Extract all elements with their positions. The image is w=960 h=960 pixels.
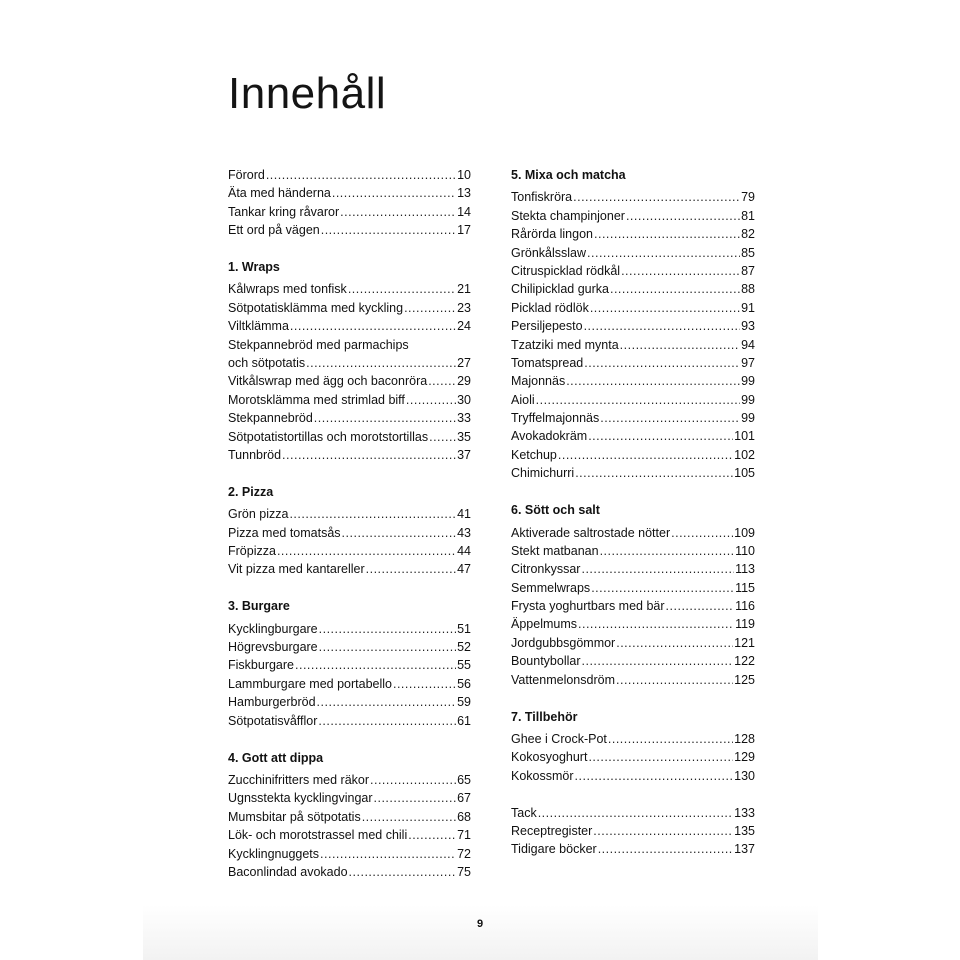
toc-entry[interactable] <box>228 221 471 239</box>
toc-entry-title: Persiljepesto <box>511 319 583 334</box>
toc-entry[interactable] <box>228 675 471 693</box>
dot-leader <box>581 560 734 578</box>
toc-entry-page: 101 <box>734 429 755 444</box>
dot-leader <box>318 712 456 730</box>
toc-entry-page: 85 <box>741 245 755 260</box>
toc-entry[interactable] <box>228 428 471 446</box>
toc-entry-title: Stekta champinjoner <box>511 208 625 223</box>
toc-entry-page: 47 <box>457 562 471 577</box>
dot-leader <box>671 524 733 542</box>
toc-entry-page: 41 <box>457 507 471 522</box>
dot-leader <box>584 354 740 372</box>
toc-entry-page: 88 <box>741 282 755 297</box>
toc-entry-page: 129 <box>734 750 755 765</box>
dot-leader <box>591 579 734 597</box>
page-bottom-shadow <box>143 905 818 960</box>
toc-entry-page: 24 <box>457 319 471 334</box>
dot-leader <box>366 560 456 578</box>
toc-entry-title: Semmelwraps <box>511 580 591 595</box>
toc-entry-page: 51 <box>457 621 471 636</box>
toc-entry-page: 105 <box>734 466 755 481</box>
toc-entry-title: Tryffelmajonnäs <box>511 411 600 426</box>
toc-entry-page: 93 <box>741 319 755 334</box>
dot-leader <box>573 188 740 206</box>
toc-entry-page: 68 <box>457 809 471 824</box>
toc-entry-title: Tack <box>511 805 537 820</box>
dot-leader <box>370 771 456 789</box>
toc-entry[interactable] <box>511 730 755 748</box>
toc-entry-page: 10 <box>457 168 471 182</box>
toc-entry[interactable] <box>511 652 755 670</box>
toc-entry[interactable] <box>228 372 471 390</box>
toc-entry[interactable] <box>228 638 471 656</box>
toc-entry-title: Aktiverade saltrostade nötter <box>511 525 671 540</box>
toc-entry[interactable] <box>511 542 755 560</box>
toc-entry-title: Förord <box>228 168 265 182</box>
toc-entry[interactable] <box>228 771 471 789</box>
toc-entry-page: 91 <box>741 300 755 315</box>
toc-entry-title: Majonnäs <box>511 374 566 389</box>
dot-leader <box>295 656 456 674</box>
toc-entry-title: Ghee i Crock-Pot <box>511 731 607 746</box>
toc-entry-page: 67 <box>457 791 471 806</box>
section-heading: 4. Gott att dippa <box>228 750 324 765</box>
toc-entry[interactable] <box>511 671 755 689</box>
toc-entry-title: Citruspicklad rödkål <box>511 263 621 278</box>
dot-leader <box>587 244 740 262</box>
toc-entry[interactable] <box>228 166 471 184</box>
toc-entry[interactable] <box>228 505 471 523</box>
toc-entry-title: Tidigare böcker <box>511 842 597 857</box>
dot-leader <box>616 671 733 689</box>
toc-entry-page: 75 <box>457 864 471 879</box>
section-heading: 3. Burgare <box>228 599 290 614</box>
section-heading: 2. Pizza <box>228 484 274 499</box>
toc-entry-title: Stekpannebröd <box>228 411 313 426</box>
toc-entry-title: Kokossmör <box>511 768 574 783</box>
dot-leader <box>593 822 733 840</box>
toc-entry-title: Ett ord på vägen <box>228 223 320 238</box>
dot-leader <box>332 184 456 202</box>
dot-leader <box>317 693 457 711</box>
toc-entry-title: Grönkålsslaw <box>511 245 587 260</box>
toc-entry[interactable] <box>511 524 755 542</box>
toc-entry-title: Stekpannebröd med parmachips <box>228 337 409 352</box>
toc-section <box>511 166 755 483</box>
toc-entry[interactable] <box>228 299 471 317</box>
toc-entry-page: 99 <box>741 411 755 426</box>
dot-leader <box>349 863 457 881</box>
page-number: 9 <box>476 918 484 930</box>
dot-leader <box>610 280 740 298</box>
toc-entry[interactable] <box>228 826 471 844</box>
toc-entry[interactable] <box>511 354 755 372</box>
toc-entry[interactable] <box>228 693 471 711</box>
toc-entry-title: Tankar kring råvaror <box>228 204 340 219</box>
toc-entry-page: 87 <box>741 263 755 278</box>
toc-entry[interactable] <box>228 184 471 202</box>
toc-entry-title: Tonfiskröra <box>511 190 573 205</box>
toc-entry-page: 61 <box>457 713 471 728</box>
toc-entry-page: 71 <box>457 828 471 843</box>
toc-entry-title: Tunnbröd <box>228 447 282 462</box>
dot-leader <box>666 597 735 615</box>
toc-entry[interactable] <box>228 808 471 826</box>
toc-entry-title: Pizza med tomatsås <box>228 525 341 540</box>
toc-entry[interactable] <box>228 280 471 298</box>
toc-right-column <box>511 166 755 877</box>
toc-entry-page: 121 <box>734 635 755 650</box>
toc-entry-page: 79 <box>741 190 755 205</box>
dot-leader <box>600 409 740 427</box>
dot-leader <box>558 446 733 464</box>
dot-leader <box>306 354 456 372</box>
dot-leader <box>621 262 740 280</box>
toc-entry-title: Grön pizza <box>228 507 289 522</box>
toc-entry-title: Frysta yoghurtbars med bär <box>511 599 665 614</box>
toc-entry-page: 56 <box>457 676 471 691</box>
toc-entry[interactable] <box>228 391 471 409</box>
toc-entry-page: 55 <box>457 658 471 673</box>
toc-entry-page: 135 <box>734 824 755 838</box>
dot-leader <box>321 221 456 239</box>
toc-entry-title: Vit pizza med kantareller <box>228 562 365 577</box>
toc-entry-title: Tomatspread <box>511 355 584 370</box>
toc-entry-title: Lök- och morotstrassel med chili <box>228 828 408 843</box>
toc-entry[interactable] <box>228 336 471 354</box>
toc-entry-page: 30 <box>457 392 471 407</box>
toc-entry-title: Zucchinifritters med räkor <box>228 772 370 787</box>
toc-section <box>228 597 471 730</box>
dot-leader <box>616 634 733 652</box>
toc-entry-page: 72 <box>457 846 471 861</box>
toc-entry-page: 27 <box>457 356 471 371</box>
dot-leader <box>594 225 740 243</box>
toc-entry-title: Vitkålswrap med ägg och baconröra <box>228 374 428 389</box>
toc-entry-title-continued: och sötpotatis <box>228 356 306 371</box>
toc-entry-page: 130 <box>734 768 755 783</box>
toc-entry-page: 44 <box>457 544 471 559</box>
toc-entry[interactable] <box>511 804 755 822</box>
toc-entry[interactable] <box>511 244 755 262</box>
toc-entry[interactable] <box>511 634 755 652</box>
toc-entry-title: Picklad rödlök <box>511 300 589 315</box>
toc-entry-page: 133 <box>734 805 755 820</box>
toc-entry[interactable] <box>228 845 471 863</box>
dot-leader <box>578 615 734 633</box>
toc-entry[interactable] <box>511 262 755 280</box>
toc-entry[interactable] <box>511 464 755 482</box>
toc-entry-page: 119 <box>735 617 755 632</box>
toc-entry[interactable] <box>228 317 471 335</box>
dot-leader <box>277 542 456 560</box>
toc-entry[interactable] <box>511 188 755 206</box>
toc-entry[interactable] <box>511 840 755 858</box>
dot-leader <box>342 524 457 542</box>
toc-entry-page: 21 <box>457 282 471 297</box>
toc-entry-title: Tzatziki med mynta <box>511 337 619 352</box>
toc-entry[interactable] <box>228 620 471 638</box>
toc-entry[interactable] <box>228 542 471 560</box>
toc-section-unnamed <box>511 804 755 859</box>
dot-leader <box>290 317 456 335</box>
toc-entry-title: Fröpizza <box>228 544 276 559</box>
dot-leader <box>289 505 456 523</box>
toc-entry[interactable] <box>511 748 755 766</box>
toc-entry-page: 113 <box>735 562 755 577</box>
dot-leader <box>362 808 456 826</box>
dot-leader <box>590 299 740 317</box>
dot-leader <box>319 638 456 656</box>
toc-entry-page: 82 <box>741 227 755 242</box>
toc-entry-title: Hamburgerbröd <box>228 695 316 710</box>
toc-entry-page: 94 <box>741 337 755 352</box>
toc-entry[interactable] <box>228 524 471 542</box>
toc-entry[interactable] <box>511 317 755 335</box>
toc-entry[interactable] <box>511 372 755 390</box>
section-heading: 7. Tillbehör <box>511 709 578 724</box>
toc-entry-page: 29 <box>457 374 471 389</box>
toc-entry-title: Fiskburgare <box>228 658 294 673</box>
dot-leader <box>266 166 456 184</box>
toc-entry-page: 43 <box>457 525 471 540</box>
toc-section <box>511 501 755 689</box>
toc-entry[interactable] <box>511 822 755 840</box>
dot-leader <box>282 446 456 464</box>
dot-leader <box>588 427 733 445</box>
toc-entry-title: Chilipicklad gurka <box>511 282 609 297</box>
dot-leader <box>566 372 740 390</box>
toc-entry[interactable] <box>511 560 755 578</box>
toc-entry[interactable] <box>511 207 755 225</box>
toc-entry[interactable] <box>511 391 755 409</box>
toc-entry-page: 13 <box>457 186 471 201</box>
section-heading: 1. Wraps <box>228 260 280 275</box>
toc-left-column <box>228 166 471 900</box>
toc-entry[interactable] <box>511 767 755 785</box>
toc-entry[interactable] <box>511 299 755 317</box>
toc-entry-title: Baconlindad avokado <box>228 864 348 879</box>
section-heading: 5. Mixa och matcha <box>511 168 626 182</box>
toc-entry-title: Äta med händerna <box>228 186 331 201</box>
dot-leader <box>393 675 456 693</box>
toc-entry-page: 99 <box>741 374 755 389</box>
dot-leader <box>319 620 456 638</box>
toc-entry-page: 65 <box>457 772 471 787</box>
toc-entry[interactable] <box>511 597 755 615</box>
dot-leader <box>582 652 734 670</box>
toc-entry[interactable] <box>228 789 471 807</box>
dot-leader <box>620 336 740 354</box>
toc-entry-title: Jordgubbsgömmor <box>511 635 616 650</box>
toc-entry-title: Ketchup <box>511 447 557 462</box>
toc-entry[interactable] <box>511 280 755 298</box>
toc-entry[interactable] <box>228 863 471 881</box>
toc-entry-page: 17 <box>457 223 471 238</box>
dot-leader <box>314 409 456 427</box>
toc-entry-page: 14 <box>457 204 471 219</box>
toc-entry-page: 37 <box>457 447 471 462</box>
toc-entry[interactable] <box>228 203 471 221</box>
toc-entry-title: Sötpotatistortillas och morotstortillas <box>228 429 429 444</box>
dot-leader <box>429 428 456 446</box>
toc-entry-title: Avokadokräm <box>511 429 588 444</box>
toc-section <box>511 708 755 786</box>
toc-section <box>228 483 471 579</box>
dot-leader <box>320 845 456 863</box>
toc-entry-page: 52 <box>457 640 471 655</box>
toc-entry-title: Rårörda lingon <box>511 227 593 242</box>
toc-entry-page: 102 <box>734 447 755 462</box>
toc-entry[interactable] <box>511 225 755 243</box>
toc-entry-continued[interactable] <box>228 354 471 372</box>
toc-entry-page: 110 <box>735 543 755 558</box>
toc-section <box>228 749 471 882</box>
toc-entry-title: Viltklämma <box>228 319 289 334</box>
toc-entry-page: 122 <box>734 654 755 669</box>
toc-entry-title: Ugnsstekta kycklingvingar <box>228 791 373 806</box>
dot-leader <box>536 391 740 409</box>
dot-leader <box>538 804 733 822</box>
dot-leader <box>575 464 733 482</box>
toc-entry-page: 59 <box>457 695 471 710</box>
dot-leader <box>584 317 741 335</box>
dot-leader <box>408 826 456 844</box>
toc-entry-page: 116 <box>735 599 755 614</box>
dot-leader <box>340 203 456 221</box>
toc-entry[interactable] <box>228 712 471 730</box>
toc-entry-title: Äppelmums <box>511 617 577 632</box>
dot-leader <box>374 789 457 807</box>
toc-entry-page: 137 <box>734 842 755 857</box>
dot-leader <box>575 767 734 785</box>
toc-entry-title: Bountybollar <box>511 654 581 669</box>
toc-entry[interactable] <box>511 615 755 633</box>
dot-leader <box>608 730 733 748</box>
toc-entry-title: Mumsbitar på sötpotatis <box>228 809 361 824</box>
toc-entry[interactable] <box>511 579 755 597</box>
toc-section-unnamed <box>228 166 471 240</box>
dot-leader <box>428 372 456 390</box>
toc-entry-title: Kokosyoghurt <box>511 750 588 765</box>
page-title: Innehåll <box>228 69 387 118</box>
toc-entry-page: 99 <box>741 392 755 407</box>
dot-leader <box>348 280 456 298</box>
toc-entry[interactable] <box>511 336 755 354</box>
toc-entry[interactable] <box>511 409 755 427</box>
dot-leader <box>600 542 735 560</box>
toc-entry[interactable] <box>511 427 755 445</box>
toc-entry-title: Receptregister <box>511 824 593 838</box>
toc-entry-page: 33 <box>457 411 471 426</box>
toc-entry-page: 97 <box>741 355 755 370</box>
toc-entry-page: 115 <box>735 580 755 595</box>
dot-leader <box>404 299 456 317</box>
toc-entry[interactable] <box>228 656 471 674</box>
toc-entry[interactable] <box>228 560 471 578</box>
toc-entry-title: Kycklingburgare <box>228 621 318 636</box>
toc-section <box>228 258 471 464</box>
dot-leader <box>588 748 733 766</box>
toc-entry[interactable] <box>228 409 471 427</box>
toc-entry-title: Vattenmelonsdröm <box>511 672 615 687</box>
toc-entry-page: 109 <box>734 525 755 540</box>
toc-entry-title: Stekt matbanan <box>511 543 599 558</box>
dot-leader <box>626 207 740 225</box>
section-heading: 6. Sött och salt <box>511 503 600 518</box>
toc-entry-page: 23 <box>457 300 471 315</box>
toc-entry-title: Chimichurri <box>511 466 575 481</box>
toc-entry-title: Sötpotatisklämma med kyckling <box>228 300 404 315</box>
dot-leader <box>598 840 733 858</box>
toc-entry-title: Lammburgare med portabello <box>228 676 392 691</box>
toc-entry-page: 35 <box>457 429 471 444</box>
toc-entry-title: Aioli <box>511 392 535 407</box>
toc-entry-page: 128 <box>734 731 755 746</box>
dot-leader <box>406 391 456 409</box>
toc-entry-page: 125 <box>734 672 755 687</box>
toc-entry[interactable] <box>511 446 755 464</box>
toc-entry-title: Citronkyssar <box>511 562 581 577</box>
toc-entry-title: Morotsklämma med strimlad biff <box>228 392 405 407</box>
toc-entry-title: Kycklingnuggets <box>228 846 320 861</box>
toc-entry[interactable] <box>228 446 471 464</box>
toc-entry-title: Sötpotatisvåfflor <box>228 713 318 728</box>
toc-entry-page: 81 <box>741 208 755 223</box>
toc-entry-title: Högrevsburgare <box>228 640 318 655</box>
toc-entry-title: Kålwraps med tonfisk <box>228 282 347 297</box>
